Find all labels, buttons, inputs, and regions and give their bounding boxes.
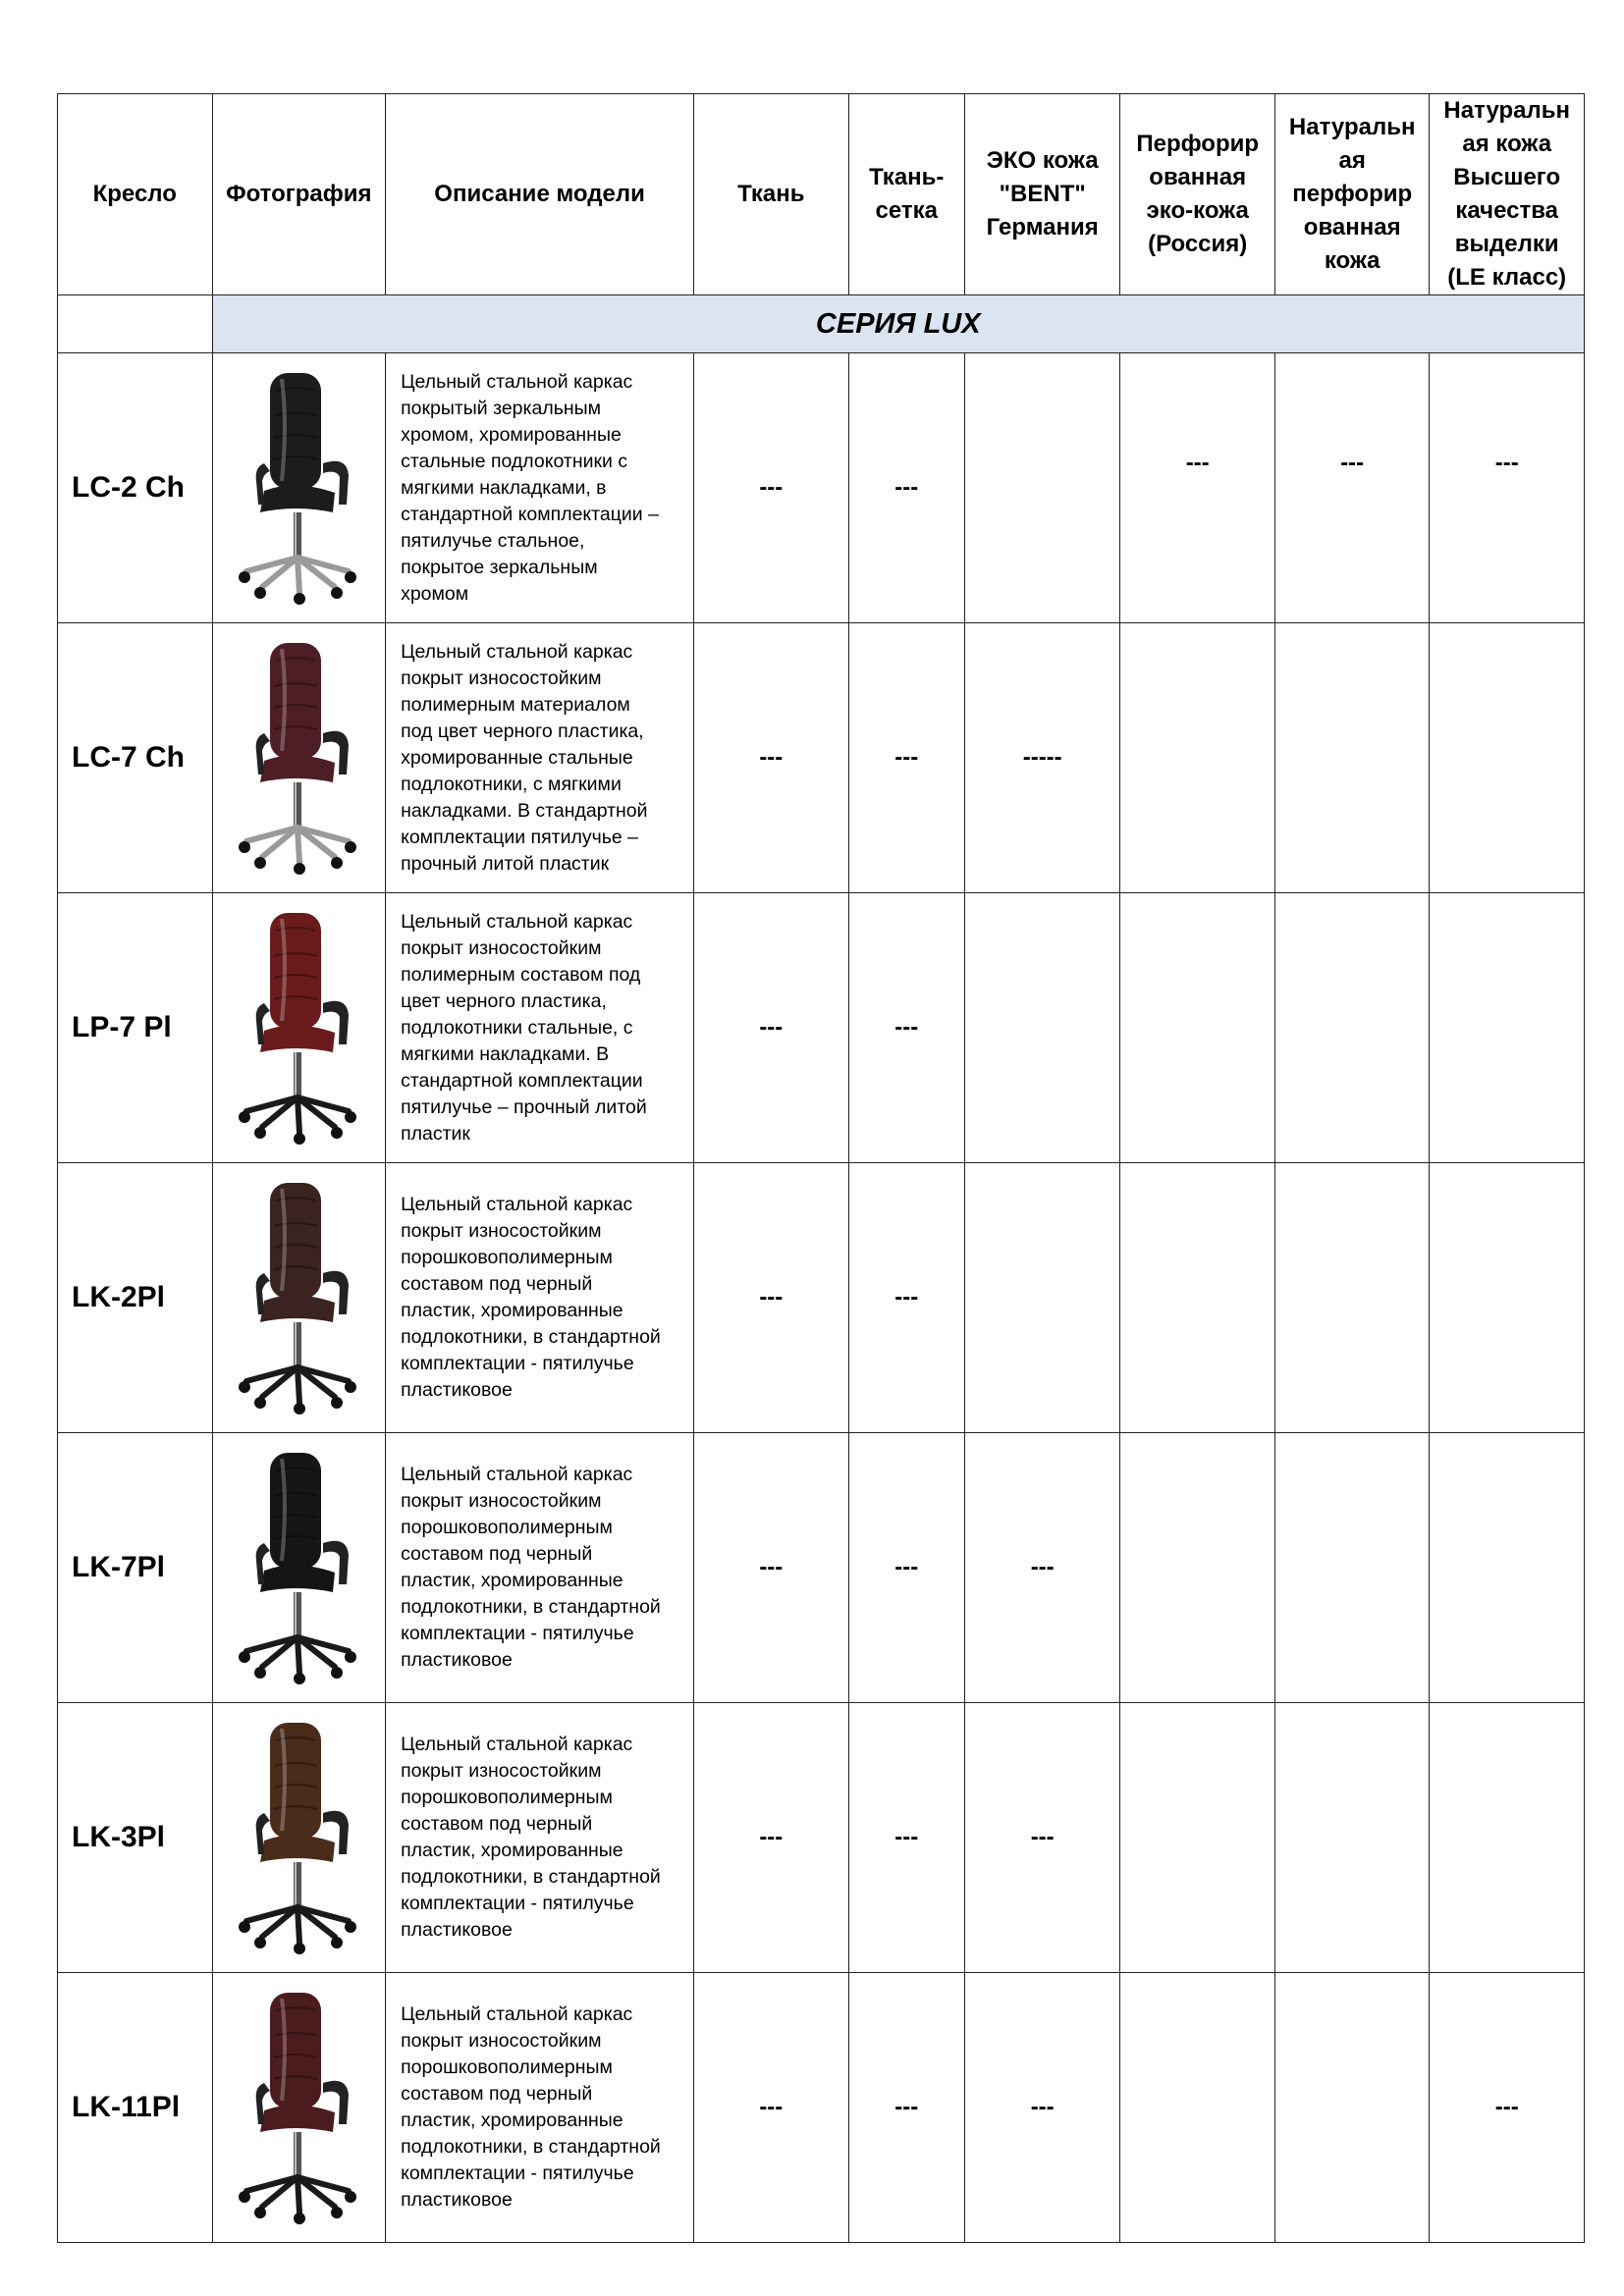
chair-icon xyxy=(225,365,372,611)
price-natural-leather-le xyxy=(1430,893,1585,1163)
model-description: Цельный стальной каркас покрытый зеркальным хромом, хромированные стальные подлокотники с мягкими накладками, в стандартной комплектации – пятилучье стальное, покрытое зеркальным хромом xyxy=(386,353,694,623)
price-perforated-eco-leather xyxy=(1120,353,1275,623)
price-table xyxy=(57,93,1585,2243)
price-mesh: --- xyxy=(848,1973,964,2243)
price-eco-leather-bent: --- xyxy=(964,1703,1120,1973)
header-natural-leather-le: Натуральн ая кожа Высшего качества выделки (LE класс) xyxy=(1430,94,1585,295)
model-photo xyxy=(212,893,386,1163)
price-natural-perforated-leather xyxy=(1274,353,1430,623)
price-mesh: --- xyxy=(848,353,964,623)
price-mesh: --- xyxy=(848,623,964,893)
price-fabric: --- xyxy=(694,1703,849,1973)
price-natural-leather-le xyxy=(1430,623,1585,893)
header-photo: Фотография xyxy=(212,94,386,295)
price-fabric: --- xyxy=(694,353,849,623)
model-description: Цельный стальной каркас покрыт износостойким порошковополимерным составом под черный пластик, хромированные подлокотники, в стандартной комплектации - пятилучье пластиковое xyxy=(386,1163,694,1433)
price-mesh: --- xyxy=(848,1163,964,1433)
table-row xyxy=(58,1433,1585,1703)
price-value: --- xyxy=(1185,450,1210,476)
price-natural-leather-le: --- xyxy=(1430,1973,1585,2243)
header-perforated-eco-leather: Перфорир ованная эко-кожа (Россия) xyxy=(1120,94,1275,295)
price-natural-perforated-leather xyxy=(1274,1703,1430,1973)
price-perforated-eco-leather xyxy=(1120,1163,1275,1433)
table-row xyxy=(58,1973,1585,2243)
price-mesh: --- xyxy=(848,1703,964,1973)
header-mesh: Ткань- сетка xyxy=(848,94,964,295)
price-natural-perforated-leather xyxy=(1274,1433,1430,1703)
model-name: LK-7Pl xyxy=(58,1433,213,1703)
price-natural-perforated-leather xyxy=(1274,1973,1430,2243)
model-description: Цельный стальной каркас покрыт износостойким порошковополимерным составом под черный пластик, хромированные подлокотники, в стандартной комплектации - пятилучье пластиковое xyxy=(386,1703,694,1973)
price-natural-leather-le xyxy=(1430,1703,1585,1973)
price-perforated-eco-leather xyxy=(1120,893,1275,1163)
price-fabric: --- xyxy=(694,1973,849,2243)
model-description: Цельный стальной каркас покрыт износостойким порошковополимерным составом под черный пластик, хромированные подлокотники, в стандартной комплектации - пятилучье пластиковое xyxy=(386,1433,694,1703)
table-row xyxy=(58,1163,1585,1433)
model-description: Цельный стальной каркас покрыт износостойким полимерным составом под цвет черного пластика, подлокотники стальные, с мягкими накладками. В стандартной комплектации пятилучье – прочный литой пластик xyxy=(386,893,694,1163)
header-eco-leather-bent: ЭКО кожа "BENT" Германия xyxy=(964,94,1120,295)
price-eco-leather-bent xyxy=(964,1163,1120,1433)
chair-icon xyxy=(225,905,372,1150)
model-photo xyxy=(212,1433,386,1703)
price-fabric: --- xyxy=(694,1433,849,1703)
model-name: LK-11Pl xyxy=(58,1973,213,2243)
model-name: LP-7 Pl xyxy=(58,893,213,1163)
model-description: Цельный стальной каркас покрыт износостойким порошковополимерным составом под черный пластик, хромированные подлокотники, в стандартной комплектации - пятилучье пластиковое xyxy=(386,1973,694,2243)
price-mesh: --- xyxy=(848,1433,964,1703)
price-natural-leather-le xyxy=(1430,1163,1585,1433)
model-name: LC-7 Ch xyxy=(58,623,213,893)
chair-icon xyxy=(225,635,372,881)
price-value: --- xyxy=(1340,450,1365,476)
model-name: LK-2Pl xyxy=(58,1163,213,1433)
series-row xyxy=(58,295,1585,353)
model-name: LC-2 Ch xyxy=(58,353,213,623)
price-mesh: --- xyxy=(848,893,964,1163)
price-eco-leather-bent: --- xyxy=(964,1973,1120,2243)
chair-icon xyxy=(225,1985,372,2230)
model-name: LK-3Pl xyxy=(58,1703,213,1973)
table-row xyxy=(58,1703,1585,1973)
price-natural-leather-le xyxy=(1430,1433,1585,1703)
price-natural-perforated-leather xyxy=(1274,893,1430,1163)
price-natural-leather-le xyxy=(1430,353,1585,623)
price-eco-leather-bent: ----- xyxy=(964,623,1120,893)
price-eco-leather-bent: --- xyxy=(964,1433,1120,1703)
price-eco-leather-bent xyxy=(964,353,1120,623)
series-title: СЕРИЯ LUX xyxy=(212,295,1585,353)
price-eco-leather-bent xyxy=(964,893,1120,1163)
header-fabric: Ткань xyxy=(694,94,849,295)
table-row xyxy=(58,623,1585,893)
price-fabric: --- xyxy=(694,623,849,893)
price-fabric: --- xyxy=(694,893,849,1163)
price-fabric: --- xyxy=(694,1163,849,1433)
model-photo xyxy=(212,1973,386,2243)
price-value: --- xyxy=(1494,450,1519,476)
header-chair: Кресло xyxy=(58,94,213,295)
chair-icon xyxy=(225,1715,372,1960)
chair-icon xyxy=(225,1445,372,1690)
price-perforated-eco-leather xyxy=(1120,1973,1275,2243)
model-photo xyxy=(212,1703,386,1973)
table-row xyxy=(58,353,1585,623)
model-photo xyxy=(212,623,386,893)
header-description: Описание модели xyxy=(386,94,694,295)
model-photo xyxy=(212,353,386,623)
price-natural-perforated-leather xyxy=(1274,1163,1430,1433)
chair-icon xyxy=(225,1175,372,1420)
model-photo xyxy=(212,1163,386,1433)
header-natural-perforated-leather: Натуральн ая перфорир ованная кожа xyxy=(1274,94,1430,295)
price-perforated-eco-leather xyxy=(1120,623,1275,893)
table-row xyxy=(58,893,1585,1163)
model-description: Цельный стальной каркас покрыт износостойким полимерным материалом под цвет черного пластика, хромированные стальные подлокотники, с мягкими накладками. В стандартной комплектации пятилучье – прочный литой пластик xyxy=(386,623,694,893)
header-row xyxy=(58,94,1585,295)
price-perforated-eco-leather xyxy=(1120,1433,1275,1703)
price-perforated-eco-leather xyxy=(1120,1703,1275,1973)
price-natural-perforated-leather xyxy=(1274,623,1430,893)
